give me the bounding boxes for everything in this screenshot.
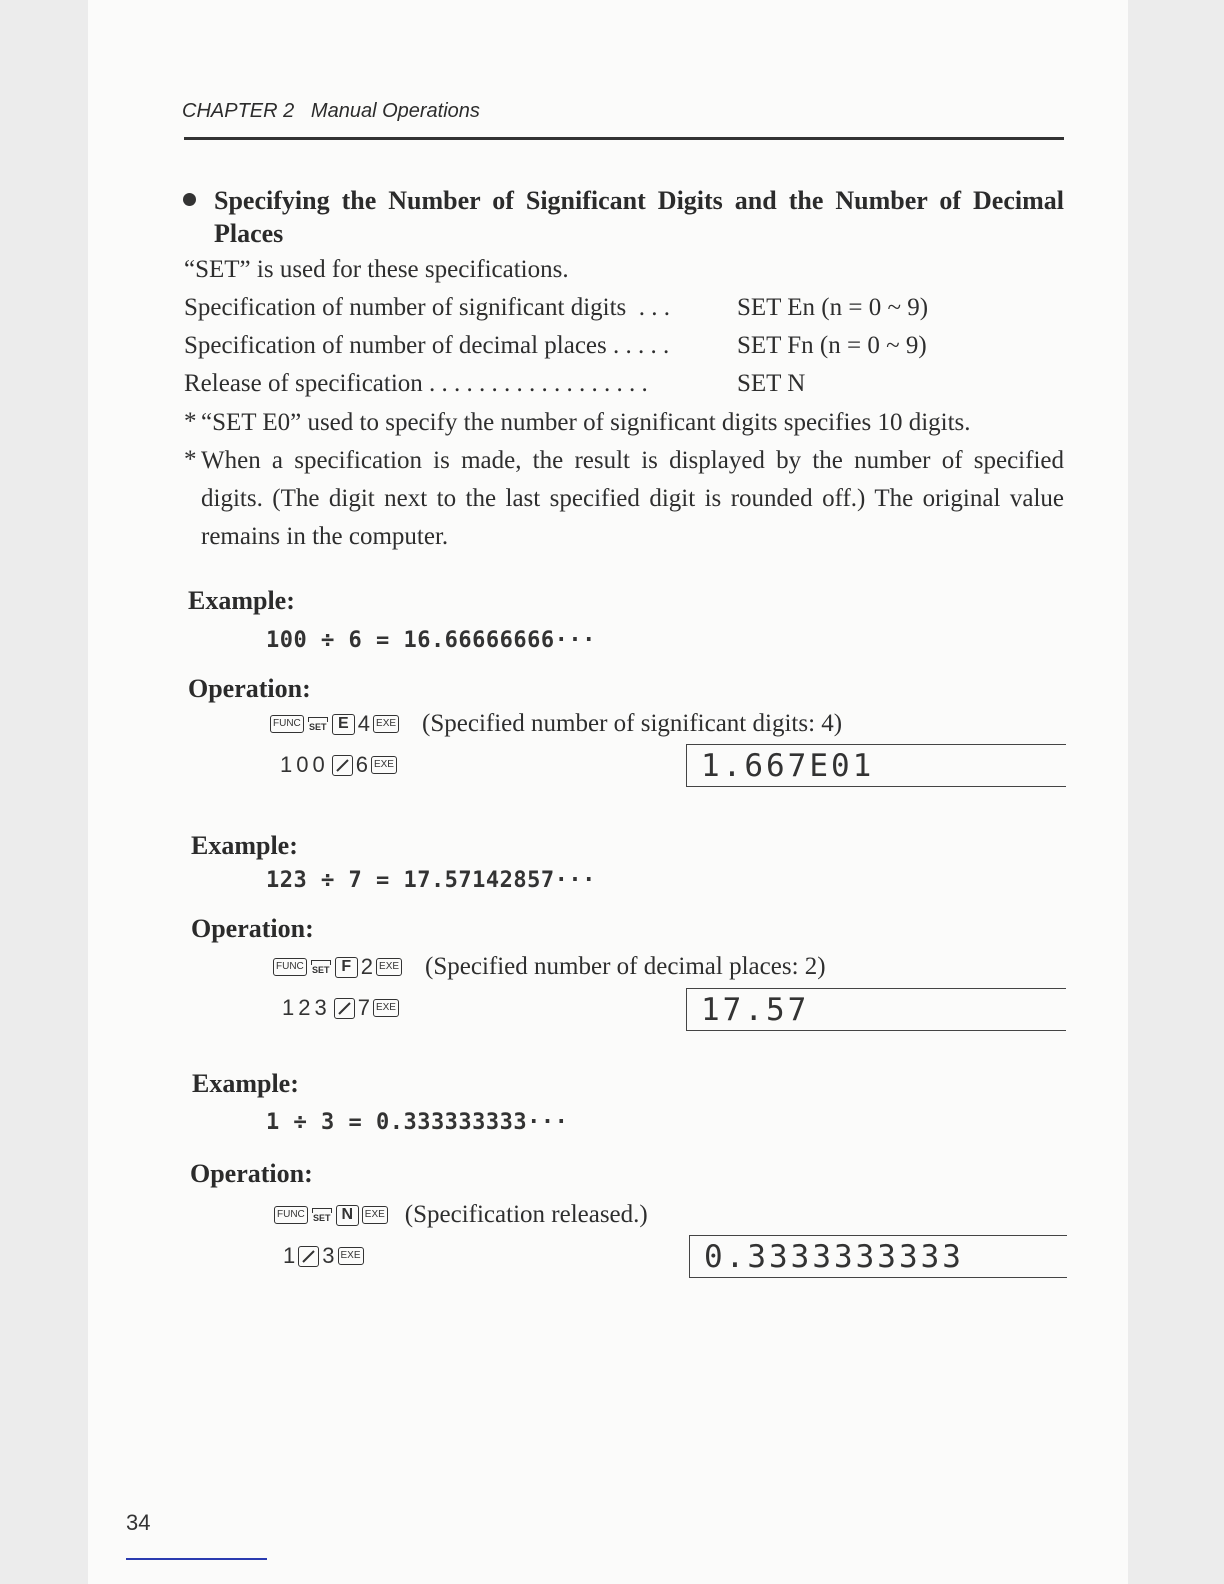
divide-key-icon: [334, 998, 355, 1019]
example-formula: 100 ÷ 6 = 16.66666666···: [266, 628, 596, 653]
key-sequence-input: [283, 1243, 364, 1269]
operation-label: Operation:: [188, 674, 311, 703]
set-digit: 4: [357, 711, 371, 736]
example-label: Example:: [192, 1069, 299, 1098]
exe-key: EXE: [371, 756, 397, 774]
input-number: 3: [322, 1243, 335, 1268]
note-asterisk: *: [184, 408, 197, 435]
operation-note: (Specified number of significant digits: 4): [422, 710, 843, 737]
page-underline: [126, 1558, 267, 1560]
key-sequence-input: [282, 995, 399, 1021]
note-e0: “SET E0” used to specify the number of significant digits specifies 10 digits.: [201, 409, 971, 436]
example-label: Example:: [191, 831, 298, 860]
example-label: Example:: [188, 586, 295, 615]
func-key: FUNC: [274, 1206, 308, 1224]
input-number: 1: [283, 1243, 296, 1268]
spec-value-significant: SET En (n = 0 ~ 9): [737, 294, 929, 321]
func-key: FUNC: [273, 958, 307, 976]
set-key: SET: [311, 960, 331, 975]
operation-label: Operation:: [191, 914, 314, 943]
key-sequence-input: [280, 752, 397, 778]
intro-text: “SET” is used for these specifications.: [184, 256, 569, 283]
spec-label-decimal: Specification of number of decimal places . . . . .: [184, 332, 670, 359]
set-letter-key: N: [336, 1205, 359, 1226]
header-rule: [184, 137, 1064, 140]
key-sequence-set: [274, 1201, 648, 1229]
input-number: 7: [357, 995, 370, 1020]
section-heading: Specifying the Number of Significant Digits and the Number of Decimal Places: [214, 186, 1064, 248]
page-number: 34: [126, 1510, 151, 1535]
calculator-display: 1.667E01: [686, 744, 1066, 787]
bullet-icon: [183, 193, 196, 206]
exe-key: EXE: [373, 715, 399, 733]
example-formula: 1 ÷ 3 = 0.333333333···: [266, 1110, 569, 1135]
key-sequence-set: [273, 953, 826, 981]
exe-key: EXE: [362, 1206, 388, 1224]
set-letter-key: F: [335, 957, 358, 978]
exe-key: EXE: [376, 958, 402, 976]
input-number: 6: [355, 752, 368, 777]
note-asterisk: *: [184, 446, 197, 473]
exe-key: EXE: [338, 1247, 364, 1265]
input-number: 123: [282, 995, 331, 1020]
spec-label-release: Release of specification . . . . . . . . . . . . . . . . . .: [184, 370, 648, 397]
calculator-display: 0.3333333333: [689, 1235, 1067, 1278]
calculator-display: 17.57: [686, 988, 1066, 1031]
note-rounding: When a specification is made, the result is displayed by the number of specified digits. (The digit next to the last specified digit is rounded off.) The original value remains in the computer.: [201, 447, 1064, 550]
operation-label: Operation:: [190, 1159, 313, 1188]
set-key: SET: [312, 1208, 332, 1223]
set-letter-key: E: [332, 714, 355, 735]
operation-note: (Specification released.): [404, 1201, 648, 1228]
set-digit: 2: [360, 954, 374, 979]
key-sequence-set: [270, 710, 842, 738]
set-key: SET: [308, 717, 328, 732]
input-number: 100: [280, 752, 329, 777]
divide-key-icon: [298, 1246, 319, 1267]
example-formula: 123 ÷ 7 = 17.57142857···: [266, 868, 596, 893]
spec-value-decimal: SET Fn (n = 0 ~ 9): [737, 332, 927, 359]
spec-value-release: SET N: [737, 370, 806, 397]
operation-note: (Specified number of decimal places: 2): [425, 953, 826, 980]
exe-key: EXE: [373, 999, 399, 1017]
func-key: FUNC: [270, 715, 304, 733]
chapter-header: CHAPTER 2 Manual Operations: [182, 100, 480, 122]
spec-label-significant: Specification of number of significant digits . . .: [184, 294, 671, 321]
divide-key-icon: [332, 755, 353, 776]
